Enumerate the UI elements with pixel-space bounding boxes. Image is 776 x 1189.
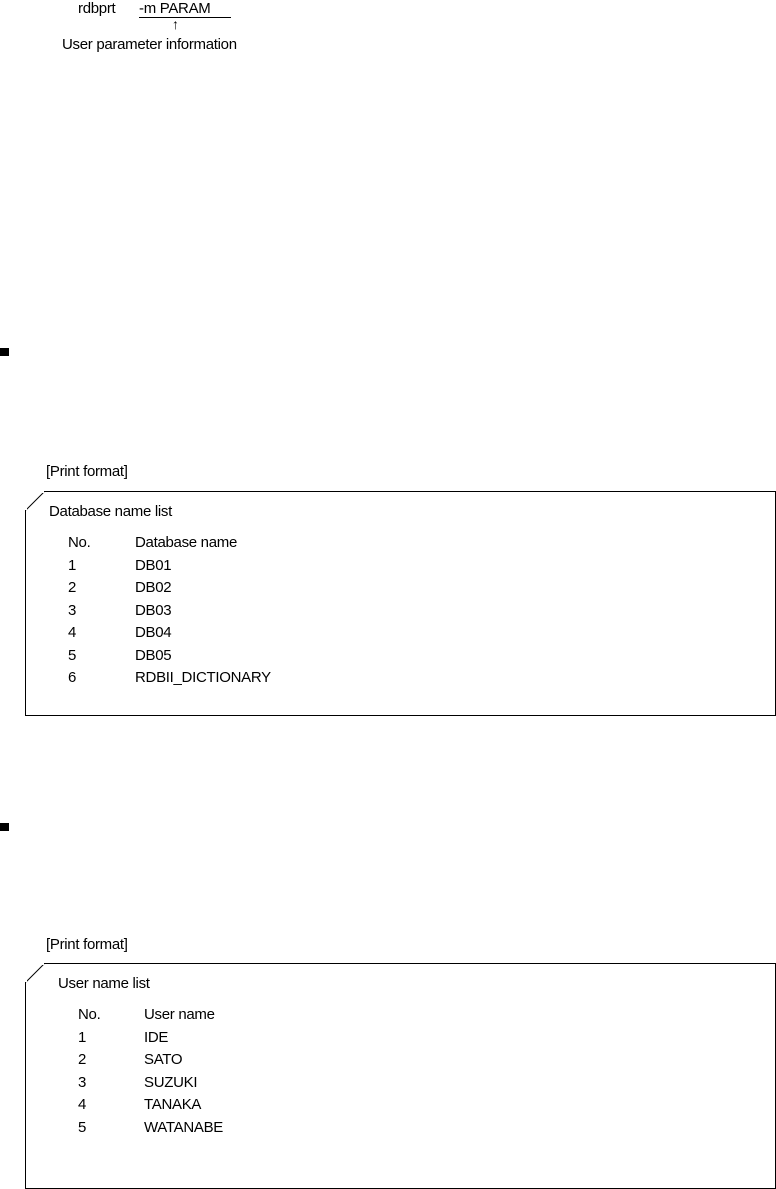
print-format-label: [Print format] bbox=[46, 463, 128, 480]
item-no: 4 bbox=[78, 1096, 87, 1113]
header-no: No. bbox=[68, 534, 91, 551]
header-user-name: User name bbox=[144, 1006, 215, 1023]
list-item bbox=[68, 624, 668, 647]
list-header bbox=[68, 534, 668, 557]
item-no: 1 bbox=[68, 556, 77, 574]
list-item bbox=[78, 1119, 678, 1142]
item-name: DB02 bbox=[135, 579, 172, 596]
item-name: DB01 bbox=[135, 556, 172, 574]
item-no: 2 bbox=[78, 1051, 87, 1068]
list-title: User name list bbox=[58, 975, 150, 992]
item-no: 4 bbox=[68, 624, 77, 641]
list-title: Database name list bbox=[49, 503, 173, 520]
list-item bbox=[68, 669, 668, 692]
list-item bbox=[68, 557, 668, 580]
folded-corner-icon bbox=[25, 491, 45, 511]
item-no: 2 bbox=[68, 579, 77, 596]
item-name: SATO bbox=[144, 1051, 183, 1068]
up-arrow-icon: ↑ bbox=[172, 16, 179, 32]
database-name-list-frame bbox=[25, 491, 776, 716]
list-item bbox=[78, 1074, 678, 1097]
item-name: IDE bbox=[144, 1028, 169, 1046]
item-name: SUZUKI bbox=[144, 1073, 198, 1091]
header-database-name: Database name bbox=[135, 534, 238, 551]
section-bullet-icon bbox=[0, 348, 9, 356]
user-name-list-frame bbox=[25, 963, 776, 1189]
command-name: rdbprt bbox=[78, 0, 116, 17]
item-name: DB03 bbox=[135, 601, 172, 619]
option-underline bbox=[139, 17, 231, 18]
item-name: DB05 bbox=[135, 646, 172, 664]
item-no: 1 bbox=[78, 1028, 87, 1046]
list-item bbox=[68, 647, 668, 670]
parameter-caption: User parameter information bbox=[62, 36, 237, 53]
item-name: TANAKA bbox=[144, 1096, 202, 1113]
header-no: No. bbox=[78, 1006, 101, 1023]
item-no: 3 bbox=[68, 601, 77, 619]
list-item bbox=[78, 1029, 678, 1052]
database-list bbox=[68, 534, 668, 692]
list-item bbox=[78, 1051, 678, 1074]
command-option: -m PARAM bbox=[139, 0, 211, 17]
folded-corner-icon bbox=[25, 963, 45, 983]
list-item bbox=[68, 579, 668, 602]
section-bullet-icon bbox=[0, 823, 9, 831]
item-no: 6 bbox=[68, 669, 77, 686]
list-item bbox=[78, 1096, 678, 1119]
list-header bbox=[78, 1006, 678, 1029]
item-no: 3 bbox=[78, 1073, 87, 1091]
item-name: WATANABE bbox=[144, 1118, 223, 1136]
user-list bbox=[78, 1006, 678, 1141]
item-name: DB04 bbox=[135, 624, 172, 641]
item-name: RDBII_DICTIONARY bbox=[135, 669, 271, 686]
print-format-label: [Print format] bbox=[46, 936, 128, 953]
item-no: 5 bbox=[68, 646, 77, 664]
item-no: 5 bbox=[78, 1118, 87, 1136]
list-item bbox=[68, 602, 668, 625]
